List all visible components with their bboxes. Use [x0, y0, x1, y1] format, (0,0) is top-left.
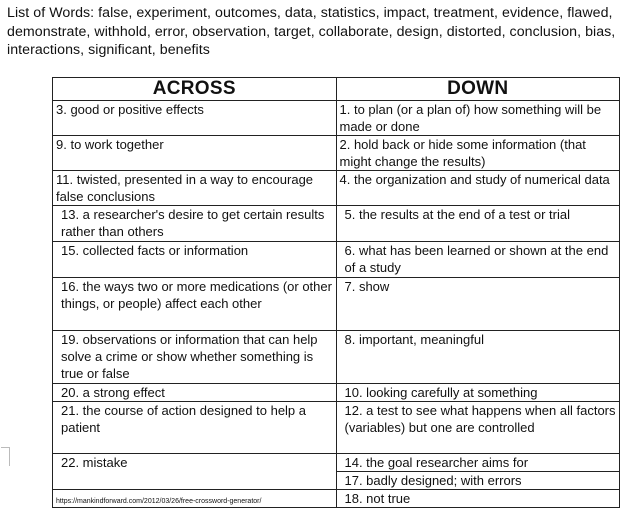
down-clue: 17. badly designed; with errors — [336, 472, 620, 490]
down-clue: 5. the results at the end of a test or trial — [336, 206, 620, 242]
down-clue: 14. the goal researcher aims for — [336, 454, 620, 472]
across-clue: 15. collected facts or information — [53, 242, 337, 278]
table-row — [53, 101, 620, 136]
down-clue: 18. not true — [336, 490, 620, 508]
header-row — [53, 78, 620, 101]
down-clue: 10. looking carefully at something — [336, 384, 620, 402]
across-header: ACROSS — [53, 78, 337, 101]
across-clue: 22. mistake — [53, 454, 337, 490]
table-row — [53, 454, 620, 472]
across-clue: 21. the course of action designed to help a patient — [53, 402, 337, 454]
table-row — [53, 242, 620, 278]
across-clue: 13. a researcher's desire to get certain results rather than others — [53, 206, 337, 242]
across-clue: 3. good or positive effects — [53, 101, 337, 136]
across-clue: 11. twisted, presented in a way to encourage false conclusions — [53, 171, 337, 206]
source-url: https://mankindforward.com/2012/03/26/free-crossword-generator/ — [53, 490, 337, 508]
down-clue: 4. the organization and study of numerical data — [336, 171, 620, 206]
table-row — [53, 136, 620, 171]
across-clue: 16. the ways two or more medications (or other things, or people) affect each other — [53, 278, 337, 331]
down-clue: 7. show — [336, 278, 620, 331]
down-header: DOWN — [336, 78, 620, 101]
edge-mark — [1, 447, 10, 466]
table-row — [53, 384, 620, 402]
down-clue: 2. hold back or hide some information (that might change the results) — [336, 136, 620, 171]
down-clue: 1. to plan (or a plan of) how something will be made or done — [336, 101, 620, 136]
clues-table — [52, 77, 620, 508]
word-list: List of Words: false, experiment, outcomes, data, statistics, impact, treatment, evidence, flawed, demonstrate, withhold, error, observation, target, collaborate, design, distorted, conclusion, bias, interactions, significant, benefits — [7, 5, 616, 58]
down-clue: 12. a test to see what happens when all factors (variables) but one are controlled — [336, 402, 620, 454]
table-row — [53, 171, 620, 206]
table-row — [53, 490, 620, 508]
across-clue: 20. a strong effect — [53, 384, 337, 402]
down-clue: 8. important, meaningful — [336, 331, 620, 384]
across-clue: 19. observations or information that can help solve a crime or show whether something is true or false — [53, 331, 337, 384]
across-clue: 9. to work together — [53, 136, 337, 171]
table-row — [53, 331, 620, 384]
table-row — [53, 278, 620, 331]
down-clue: 6. what has been learned or shown at the end of a study — [336, 242, 620, 278]
table-row — [53, 206, 620, 242]
table-row — [53, 402, 620, 454]
